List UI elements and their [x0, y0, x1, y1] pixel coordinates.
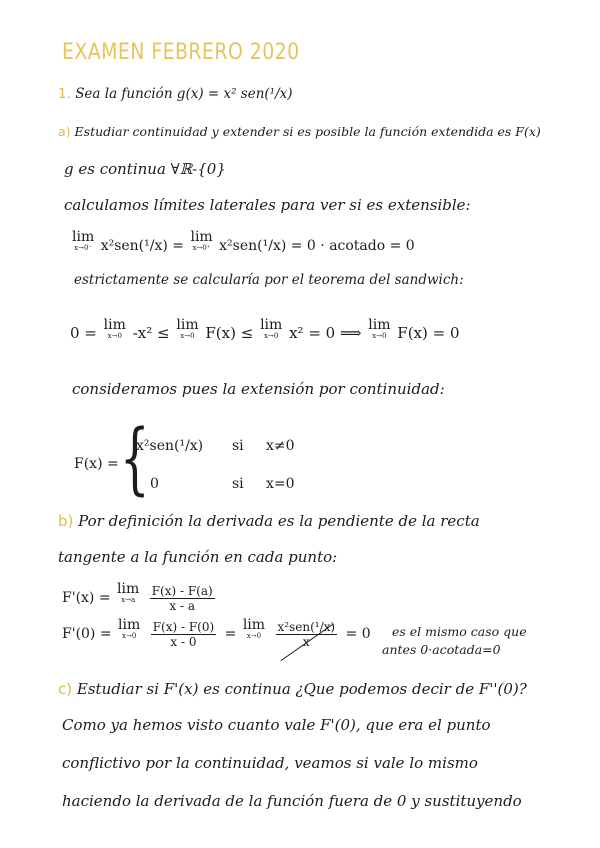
eq-part: =	[224, 626, 237, 642]
fraction: $\frac{\text{x²sen(¹/x)}}{x}$	[277, 619, 336, 649]
part-a-heading	[58, 124, 541, 139]
limit-symbol: lim x→0	[103, 317, 126, 340]
fraction: $\frac{F(x) - F(a)}{x - a}$	[151, 583, 213, 613]
problem-number: 1.	[58, 86, 71, 102]
derivative-at-zero	[62, 618, 371, 649]
eq-part: -x² ≤	[132, 324, 170, 342]
part-b-text: Por definición la derivada es la pendiente de la recta	[78, 512, 480, 530]
eq-part: x² = 0 ⟹	[289, 324, 362, 342]
piecewise-brace: {	[119, 414, 150, 504]
lateral-limits-intro: calculamos límites laterales para ver si es extensible:	[64, 196, 471, 214]
part-c-text-3: conflictivo por la continuidad, veamos si vale lo mismo	[62, 754, 478, 772]
limit-symbol: lim x→0	[118, 617, 141, 640]
page-title: EXAMEN FEBRERO 2020	[62, 40, 300, 65]
limit-expression: x²sen(¹/x) = 0 · acotado = 0	[219, 238, 415, 254]
piece-2-condition: x=0	[266, 476, 295, 492]
sandwich-theorem-note: estrictamente se calcularía por el teorema del sandwich:	[74, 272, 464, 288]
part-b-label: b)	[58, 512, 74, 530]
limit-symbol: lim x→0	[242, 617, 266, 640]
fraction: $\frac{F(x) - F(0)}{x - 0}$	[152, 619, 215, 649]
piece-2-si: si	[232, 476, 244, 492]
part-a-label: a)	[58, 124, 71, 139]
part-c-text-4: haciendo la derivada de la función fuera de 0 y sustituyendo	[62, 792, 522, 810]
limit-symbol: lim x→0	[176, 317, 199, 340]
problem-1-statement	[58, 86, 293, 102]
part-c-heading	[58, 680, 527, 698]
limit-symbol: lim x→a	[117, 581, 140, 604]
part-b-heading	[58, 512, 480, 530]
derivative-note-1: es el mismo caso que	[392, 624, 527, 639]
eq-part: F'(x) =	[62, 590, 111, 606]
limit-symbol: lim x→0⁻	[72, 229, 95, 252]
continuity-statement: g es continua ∀ℝ-{0}	[64, 160, 226, 178]
part-c-label: c)	[58, 680, 73, 698]
part-b-text-2: tangente a la función en cada punto:	[58, 548, 338, 566]
piecewise-lhs: F(x) =	[74, 456, 119, 472]
eq-part: 0 =	[70, 324, 97, 342]
eq-part: F(x) ≤	[205, 324, 254, 342]
problem-text: Sea la función g(x) = x² sen(¹/x)	[75, 86, 293, 102]
sandwich-equation	[70, 318, 460, 342]
limit-expression: x²sen(¹/x) =	[100, 238, 185, 254]
piece-1-condition: x≠0	[266, 438, 295, 454]
continuity-extension-note: consideramos pues la extensión por continuidad:	[72, 380, 445, 398]
limit-symbol: lim x→0	[368, 317, 391, 340]
eq-part: F'(0) =	[62, 626, 112, 642]
part-c-text-2: Como ya hemos visto cuanto vale F'(0), que era el punto	[62, 716, 491, 734]
derivative-definition	[62, 582, 219, 613]
limit-symbol: lim x→0	[260, 317, 283, 340]
limit-symbol: lim x→0⁺	[190, 229, 213, 252]
derivative-note-2: antes 0·acotada=0	[382, 642, 501, 657]
part-a-text: Estudiar continuidad y extender si es posible la función extendida es F(x)	[74, 124, 541, 139]
lateral-limits-equation	[70, 230, 415, 254]
eq-part: = 0	[345, 626, 371, 642]
piece-1-expression: x²sen(¹/x)	[136, 438, 204, 454]
eq-part: F(x) = 0	[397, 324, 460, 342]
piece-1-si: si	[232, 438, 244, 454]
piece-2-expression: 0	[150, 476, 159, 492]
part-c-text: Estudiar si F'(x) es continua ¿Que podemos decir de F''(0)?	[76, 680, 527, 698]
